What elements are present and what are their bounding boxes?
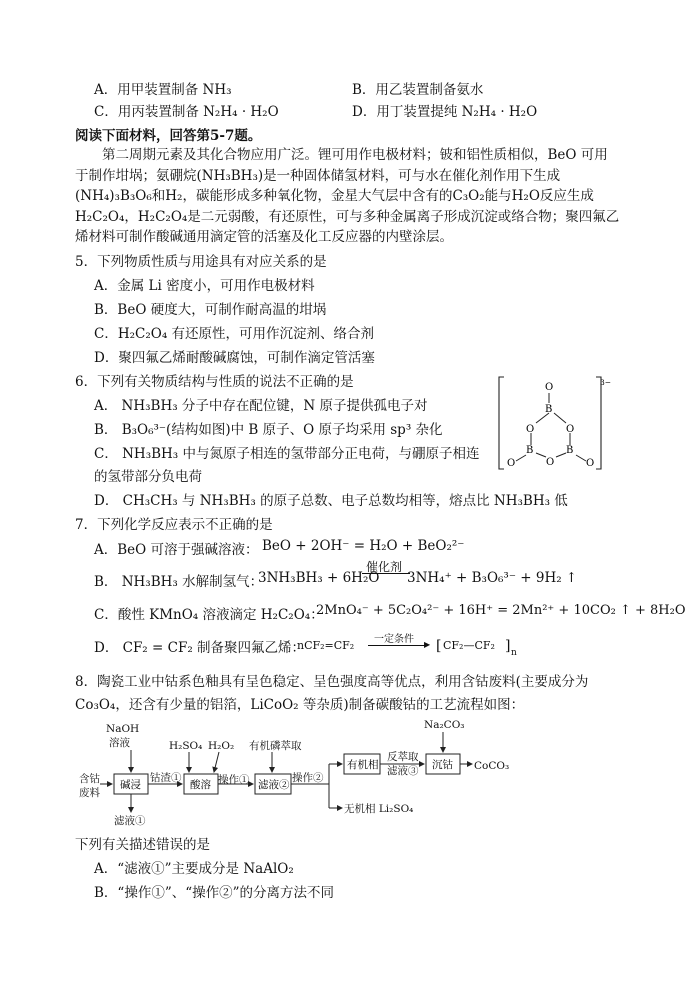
bracket-open-icon: [ (436, 638, 442, 654)
filtrate1-label: 滤液① (114, 815, 146, 827)
q7-stem: 7．下列化学反应表示不正确的是 (75, 517, 273, 533)
naoh-label-2: 溶液 (109, 737, 130, 749)
q5-option-b: B．BeO 硬度大，可制作耐高温的坩埚 (94, 302, 327, 318)
q7-option-c-label: C．酸性 KMnO₄ 溶液滴定 H₂C₂O₄： (94, 607, 324, 623)
arrow1-label: 钴渣① (150, 772, 182, 784)
q6-option-a: A． NH₃BH₃ 分子中存在配位键，N 原子提供孤电子对 (94, 398, 428, 414)
box2-label: 酸溶 (190, 779, 211, 791)
q7-option-b-arrow-line (362, 573, 410, 574)
reading-heading: 阅读下面材料，回答第5-7题。 (75, 128, 262, 144)
box4-label: 有机相 (347, 759, 379, 771)
atom-b-right: B (566, 445, 574, 456)
q8-stem-line1: 8．陶瓷工业中钴系色釉具有呈色稳定、呈色强度高等优点，利用含钴废料(主要成分为 (75, 674, 589, 690)
q5-option-a: A．金属 Li 密度小，可用作电极材料 (94, 278, 315, 294)
q8-stem-line2: Co₃O₄，还含有少量的铝箔，LiCoO₂ 等杂质)制备碳酸钴的工艺流程如图： (75, 697, 525, 713)
q6-option-d: D． CH₃CH₃ 与 NH₃BH₃ 的原子总数、电子总数均相等，熔点比 NH₃BH₃ 低 (94, 493, 568, 509)
reading-passage: 第二周期元素及其化合物应用广泛。锂可用作电极材料；铍和铝性质相似，BeO 可用于制作坩埚；氨硼烷(NH₃BH₃)是一种固体储氢材料，可与水在催化剂作用下生成(NH₄)₃B₃O₆和H₂，碳能形成多种氧化物，金星大气层中含有的C₃O₂能与H₂O反应生成H₂C₂O₄，H₂C₂O₄是二元弱酸，有还原性，可与多种金属离子形成沉淀或络合物；聚四氟乙烯材料可制作酸碱通用滴定管的活塞及化工反应器的内壁涂层。 (75, 147, 620, 245)
box1-label: 碱浸 (120, 779, 141, 791)
atom-b-top: B (545, 404, 553, 415)
q4-option-c: C．用丙装置制备 N₂H₄ · H₂O (94, 104, 279, 120)
q4-option-a: A．用甲装置制备 NH₃ (94, 82, 232, 98)
q7-option-b-condition: 催化剂 (366, 560, 403, 574)
q7-option-b-left: 3NH₃BH₃ + 6H₂O (258, 570, 380, 586)
process-flowchart (74, 712, 534, 830)
q8-option-a: A．“滤液①”主要成分是 NaAlO₂ (94, 861, 294, 877)
atom-o-left: O (526, 424, 535, 435)
arrow3-label: 操作② (292, 772, 324, 784)
q7-option-b-right: 3NH₄⁺ + B₃O₆³⁻ + 9H₂ ↑ (407, 570, 578, 586)
atom-o-terminal-right: O (586, 458, 595, 469)
q6-option-c-line1: C． NH₃BH₃ 中与氮原子相连的氢带部分正电荷，与硼原子相连 (94, 446, 480, 462)
box3-label: 滤液② (258, 779, 290, 791)
q5-option-c: C．H₂C₂O₄ 有还原性，可用作沉淀剂、络合剂 (94, 326, 375, 342)
q7-option-d-n: n (511, 648, 517, 658)
q4-option-d: D．用丁装置提纯 N₂H₄ · H₂O (352, 104, 538, 120)
extractant-label: 有机磷萃取 (249, 740, 302, 752)
q5-option-d: D．聚四氟乙烯耐酸碱腐蚀，可制作滴定管活塞 (94, 350, 375, 366)
q7-option-d-condition: 一定条件 (374, 634, 414, 645)
reagent-h2so4: H₂SO₄ (169, 740, 203, 752)
q7-option-d-left: nCF₂=CF₂ (297, 639, 355, 652)
q8-option-b: B．“操作①”、“操作②”的分离方法不同 (94, 885, 335, 901)
q7-option-c-equation: 2MnO₄⁻ + 5C₂O₄²⁻ + 16H⁺ = 2Mn²⁺ + 10CO₂ ↑ + 8H₂O (316, 603, 686, 618)
arrow2-label: 操作① (218, 774, 250, 786)
q6-option-c-line2: 的氢带部分负电荷 (94, 469, 202, 485)
atom-o-right: O (566, 424, 575, 435)
box5-label: 沉钴 (432, 759, 453, 771)
atom-o-bottom: O (546, 457, 555, 468)
q7-option-d-label: D． CF₂ = CF₂ 制备聚四氟乙烯： (94, 640, 306, 656)
structure-charge: 3− (600, 378, 611, 387)
q6-stem: 6．下列有关物质结构与性质的说法不正确的是 (75, 374, 354, 390)
q8-question: 下列有关描述错误的是 (75, 837, 210, 853)
reagent-h2o2: H₂O₂ (208, 740, 235, 752)
naoh-label-1: NaOH (106, 723, 140, 735)
bracket-close-icon: ] (505, 638, 511, 654)
q4-option-b: B．用乙装置制备氨水 (352, 82, 484, 98)
q7-option-a-equation: BeO + 2OH⁻ = H₂O + BeO₂²⁻ (262, 538, 465, 554)
aqueous-phase-label: 无机相 Li₂SO₄ (344, 803, 414, 815)
q7-option-d-right: CF₂—CF₂ (443, 639, 495, 652)
product-label: CoCO₃ (474, 760, 510, 772)
q7-option-a-label: A．BeO 可溶于强碱溶液： (94, 542, 259, 558)
feed-label-1: 含钴 (79, 773, 100, 785)
arrowhead-icon: ▶ (424, 640, 431, 649)
atom-o-terminal-left: O (507, 458, 516, 469)
borate-ring-structure (496, 373, 611, 473)
na2co3-label: Na₂CO₃ (424, 719, 465, 731)
atom-b-left: B (526, 445, 534, 456)
feed-label-2: 废料 (79, 787, 100, 799)
q6-option-b: B． B₃O₆³⁻(结构如图)中 B 原子、O 原子均采用 sp³ 杂化 (94, 422, 443, 438)
atom-o-top: O (545, 382, 554, 393)
arrow4-label-top: 反萃取 (387, 751, 419, 763)
q5-stem: 5．下列物质性质与用途具有对应关系的是 (75, 254, 327, 270)
q7-option-b-label: B． NH₃BH₃ 水解制氢气： (94, 574, 264, 590)
q7-option-d-arrow-line (368, 645, 426, 646)
arrow4-label-bottom: 滤液③ (387, 765, 419, 777)
